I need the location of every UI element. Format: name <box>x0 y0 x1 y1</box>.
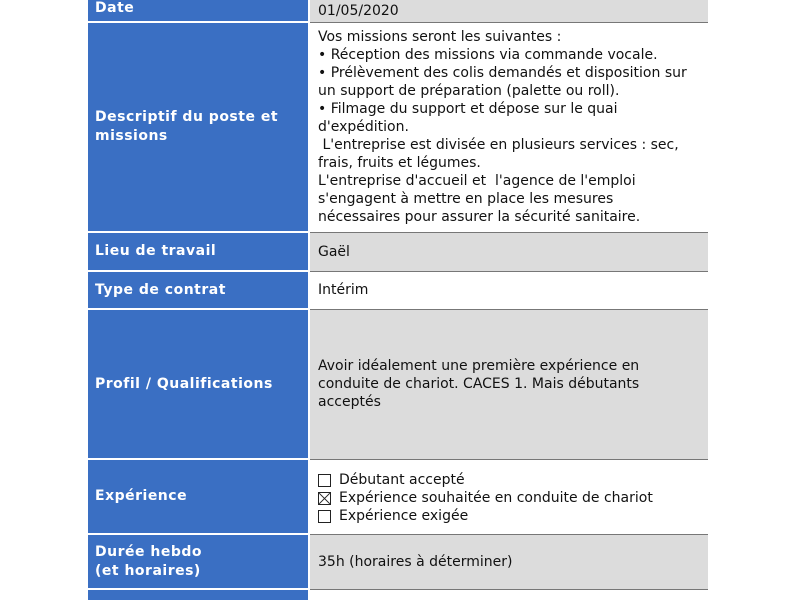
row-date <box>88 0 708 22</box>
descriptif-line: Vos missions seront les suivantes : <box>318 28 562 45</box>
descriptif-line: • Filmage du support et dépose sur le quai <box>318 100 618 117</box>
row-descriptif <box>88 22 708 232</box>
checkbox-exigee[interactable] <box>318 510 331 523</box>
descriptif-line: d'expédition. <box>318 118 409 135</box>
label-experience: Expérience <box>88 459 308 534</box>
value-experience <box>310 459 708 534</box>
profil-line: acceptés <box>318 394 381 410</box>
checkbox-souhaitee[interactable] <box>318 492 331 505</box>
row-experience <box>88 459 708 534</box>
label-profil: Profil / Qualifications <box>88 309 308 459</box>
value-descriptif <box>310 22 708 232</box>
value-profil <box>310 309 708 459</box>
value-date: 01/05/2020 <box>310 0 708 22</box>
descriptif-line: • Prélèvement des colis demandés et disposition sur <box>318 64 687 81</box>
value-contrat: Intérim <box>310 271 708 309</box>
checkbox-label: Débutant accepté <box>339 472 465 488</box>
experience-option[interactable] <box>318 471 700 489</box>
row-contrat <box>88 271 708 309</box>
descriptif-line: L'entreprise est divisée en plusieurs services : sec, <box>318 136 679 153</box>
checkbox-debutant[interactable] <box>318 474 331 487</box>
row-duree <box>88 534 708 589</box>
label-date: Date <box>88 0 308 22</box>
descriptif-line: un support de préparation (palette ou roll). <box>318 82 620 99</box>
descriptif-line: • Réception des missions via commande vocale. <box>318 46 658 63</box>
job-offer-table <box>88 0 708 600</box>
label-descriptif: Descriptif du poste et missions <box>88 22 308 232</box>
row-next <box>88 589 708 600</box>
value-lieu: Gaël <box>310 232 708 271</box>
checkbox-label: Expérience souhaitée en conduite de chariot <box>339 490 653 506</box>
experience-option[interactable] <box>318 507 700 525</box>
label-lieu: Lieu de travail <box>88 232 308 271</box>
profil-line: conduite de chariot. CACES 1. Mais débutants <box>318 376 640 392</box>
checkbox-label: Expérience exigée <box>339 508 469 524</box>
descriptif-line: L'entreprise d'accueil et l'agence de l'emploi <box>318 172 636 189</box>
descriptif-line: frais, fruits et légumes. <box>318 154 481 171</box>
descriptif-line: nécessaires pour assurer la sécurité sanitaire. <box>318 208 641 225</box>
label-contrat: Type de contrat <box>88 271 308 309</box>
descriptif-line: s'engagent à mettre en place les mesures <box>318 190 614 207</box>
label-duree: Durée hebdo (et horaires) <box>88 534 308 589</box>
profil-line: Avoir idéalement une première expérience en <box>318 358 640 374</box>
row-profil <box>88 309 708 459</box>
value-duree: 35h (horaires à déterminer) <box>310 534 708 589</box>
experience-option[interactable] <box>318 489 700 507</box>
row-lieu <box>88 232 708 271</box>
